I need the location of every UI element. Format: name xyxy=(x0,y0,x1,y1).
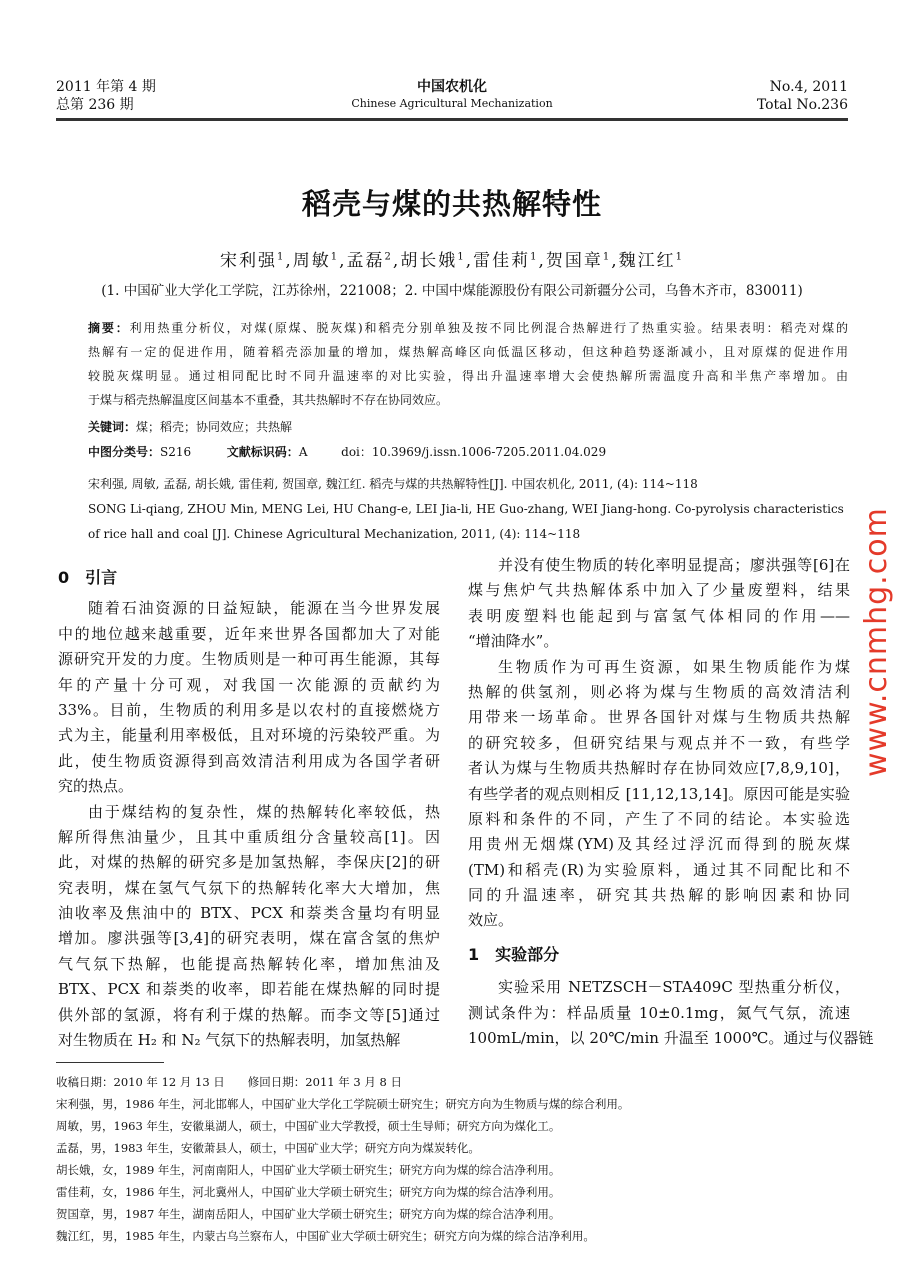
issue-info-en xyxy=(678,78,848,114)
author: 宋利强 xyxy=(219,251,277,271)
author-affiliation-mark: 1 xyxy=(330,251,340,263)
clc-value: S216 xyxy=(160,445,192,459)
body-line: 此，使生物质资源得到高效清洁利用成为各国学者研 xyxy=(58,751,440,770)
keywords xyxy=(88,418,292,435)
section-heading-introduction: 0 引言 xyxy=(58,568,118,587)
total-issue-number-en: Total No.236 xyxy=(756,97,848,113)
issue-info-cn xyxy=(56,78,226,114)
abstract-line xyxy=(88,316,848,340)
body-line: 表明废塑料也能起到与富氢气体相同的作用—— xyxy=(468,606,850,625)
journal-name-en: Chinese Agricultural Mechanization xyxy=(351,97,553,110)
keywords-value: 煤；稻壳；协同效应；共热解 xyxy=(136,420,293,434)
clc-label: 中图分类号： xyxy=(88,445,161,459)
author: 魏江红 xyxy=(618,251,676,271)
body-line: 效应。 xyxy=(468,911,514,930)
doi-value: 10.3969/j.issn.1006-7205.2011.04.029 xyxy=(371,445,607,459)
citation-line: of rice hall and coal [J]. Chinese Agricultural Mechanization, 2011, (4): 114~118 xyxy=(88,527,581,541)
body-line: BTX、PCX 和萘类的收率，即若能在煤热解的同时提 xyxy=(58,980,440,999)
issue-number-en: No.4, 2011 xyxy=(769,79,848,95)
author-bio: 周敏，男，1963 年生，安徽巢湖人，硕士，中国矿业大学教授，硕士生导师；研究方向为煤化工。 xyxy=(56,1119,561,1133)
citation-line: SONG Li-qiang, ZHOU Min, MENG Lei, HU Chang-e, LEI Jia-li, HE Guo-zhang, WEI Jiang-hong. Co-pyrolysis characteristics xyxy=(88,502,844,516)
section-heading-experiment: 1 实验部分 xyxy=(468,944,560,964)
abstract-label: 摘要： xyxy=(88,321,130,335)
doc-code-label: 文献标识码： xyxy=(226,445,299,459)
abstract xyxy=(88,316,848,412)
watermark: www.cnmhg.com xyxy=(859,507,894,777)
issue-number: 2011 年第 4 期 xyxy=(56,79,156,95)
body-line: 的研究较多，但研究结果与观点并不一致，有些学 xyxy=(468,733,850,752)
body-line: 中的地位越来越重要，近年来世界各国都加大了对能 xyxy=(58,624,440,643)
body-line: 生物质作为可再生资源，如果生物质能作为煤 xyxy=(498,657,850,676)
author-bio: 孟磊，男，1983 年生，安徽萧县人，硕士，中国矿业大学；研究方向为煤炭转化。 xyxy=(56,1141,480,1155)
doc-code-value: A xyxy=(298,445,308,459)
body-line: 对生物质在 H₂ 和 N₂ 气氛下的热解表明，加氢热解 xyxy=(58,1031,401,1050)
body-line: 式为主，能量利用率极低，且对环境的污染较严重。为 xyxy=(58,726,440,745)
author-affiliation-mark: 1 xyxy=(602,251,612,263)
body-line: 有些学者的观点则相反 [11,12,13,14]。原因可能是实验 xyxy=(468,784,850,803)
body-line: 随着石油资源的日益短缺，能源在当今世界发展 xyxy=(88,599,440,618)
body-line: 测试条件为：样品质量 10±0.1mg，氮气气氛，流速 xyxy=(468,1003,850,1022)
body-line: 供外部的氢源，将有利于煤的热解。而李文等[5]通过 xyxy=(58,1005,440,1024)
author: 胡长娥 xyxy=(400,251,458,271)
footnotes xyxy=(56,1071,629,1247)
author-bio: 贺国章，男，1987 年生，湖南岳阳人，中国矿业大学硕士研究生；研究方向为煤的综合洁净利用。 xyxy=(56,1207,561,1221)
affiliation: (1. 中国矿业大学化工学院，江苏徐州，221008；2. 中国中煤能源股份有限公司新疆分公司，乌鲁木齐市，830011) xyxy=(101,283,803,299)
body-line: 增加。廖洪强等[3,4]的研究表明，煤在富含氢的焦炉 xyxy=(58,929,440,948)
citation xyxy=(88,472,848,547)
body-line: “增油降水”。 xyxy=(468,632,559,651)
body-line: 气气氛下热解，也能提高热解转化率，增加焦油及 xyxy=(58,954,440,973)
abstract-text: 较脱灰煤明显。通过相同配比时不同升温速率的对比实验，得出升温速率增大会使热解所需温度升高和半焦产率增加。由 xyxy=(88,369,848,383)
body-line: 同的升温速率，研究其共热解的影响因素和协同 xyxy=(468,886,850,905)
body-line: 用贵州无烟煤(YM)及其经过浮沉而得到的脱灰煤 xyxy=(468,835,850,854)
abstract-line xyxy=(88,388,848,412)
body-line: 煤与焦炉气共热解体系中加入了少量废塑料，结果 xyxy=(468,581,850,600)
author-affiliation-mark: 1 xyxy=(530,251,539,263)
total-issue-number: 总第 236 期 xyxy=(56,97,134,113)
author-bio: 魏江红，男，1985 年生，内蒙古乌兰察布人，中国矿业大学硕士研究生；研究方向为煤的综合洁净利用。 xyxy=(56,1229,595,1243)
body-line: 解所得焦油量少，且其中重质组分含量较高[1]。因 xyxy=(58,827,440,846)
body-line: 源研究开发的力度。生物质则是一种可再生能源，其每 xyxy=(58,650,440,669)
paper-title: 稻壳与煤的共热解特性 xyxy=(301,187,602,221)
body-line: 究表明，煤在氢气气氛下的热解转化率大大增加，焦 xyxy=(58,878,440,897)
author: 贺国章 xyxy=(545,251,603,271)
footnote-rule xyxy=(56,1062,164,1063)
body-line: 油收率及焦油中的 BTX、PCX 和萘类含量均有明显 xyxy=(58,904,440,923)
citation-line: 宋利强, 周敏, 孟磊, 胡长娥, 雷佳莉, 贺国章, 魏江红. 稻壳与煤的共热解特性[J]. 中国农机化, 2011, (4): 114~118 xyxy=(88,477,698,491)
body-line: 并没有使生物质的转化率明显提高；廖洪强等[6]在 xyxy=(498,556,850,574)
right-column xyxy=(468,553,874,1051)
journal-name xyxy=(300,78,604,112)
author-affiliation-mark: 2 xyxy=(384,251,393,263)
body-line: 33%。目前，生物质的利用多是以农村的直接燃烧方 xyxy=(58,700,440,719)
body-line: 100mL/min，以 20℃/min 升温至 1000℃。通过与仪器链 xyxy=(468,1029,874,1048)
author-bio: 宋利强，男，1986 年生，河北邯郸人，中国矿业大学化工学院硕士研究生；研究方向为生物质与煤的综合利用。 xyxy=(56,1097,630,1111)
author-bio: 雷佳莉，女，1986 年生，河北冀州人，中国矿业大学硕士研究生；研究方向为煤的综合洁净利用。 xyxy=(56,1185,561,1199)
abstract-text: 于煤与稻壳热解温度区间基本不重叠，其共热解时不存在协同效应。 xyxy=(88,393,449,407)
journal-name-cn: 中国农机化 xyxy=(417,79,487,95)
body-line: 此，对煤的热解的研究多是加氢热解，李保庆[2]的研 xyxy=(58,853,440,872)
author-bio: 胡长娥，女，1989 年生，河南南阳人，中国矿业大学硕士研究生；研究方向为煤的综合洁净利用。 xyxy=(56,1163,561,1177)
author-affiliation-mark: 1 xyxy=(457,251,466,263)
body-line: 用带来一场革命。世界各国针对煤与生物质共热解 xyxy=(468,708,850,727)
abstract-line xyxy=(88,364,848,388)
body-line: 由于煤结构的复杂性，煤的热解转化率较低，热 xyxy=(88,802,440,821)
author: 雷佳莉 xyxy=(473,251,531,271)
author-affiliation-mark: 1 xyxy=(675,251,685,263)
abstract-line xyxy=(88,340,848,364)
received-date: 收稿日期：2010 年 12 月 13 日 修回日期：2011 年 3 月 8 日 xyxy=(56,1075,402,1089)
body-line: 究的热点。 xyxy=(58,777,134,796)
left-column xyxy=(58,565,440,1053)
body-line: 者认为煤与生物质共热解时存在协同效应[7,8,9,10]， xyxy=(468,759,850,778)
header-rule xyxy=(56,118,848,121)
doi-label: doi： xyxy=(341,445,372,459)
body-line: (TM)和稻壳(R)为实验原料，通过其不同配比和不 xyxy=(468,860,850,879)
author-list: 宋利强$^1$,周敏$^1$,孟磊$^2$,胡长娥$^1$,雷佳莉$^1$,贺国章$^1$,魏江红$^1$ xyxy=(219,251,685,271)
abstract-text: 利用热重分析仪，对煤(原煤、脱灰煤)和稻壳分别单独及按不同比例混合热解进行了热重实验。结果表明：稻壳对煤的 xyxy=(129,321,848,335)
author: 周敏 xyxy=(292,251,331,271)
classification xyxy=(88,443,606,460)
keywords-label: 关键词： xyxy=(88,420,137,434)
abstract-text: 热解有一定的促进作用，随着稻壳添加量的增加，煤热解高峰区向低温区移动，但这种趋势逐渐减小，且对原煤的促进作用 xyxy=(88,345,848,359)
author: 孟磊 xyxy=(346,251,385,271)
author-affiliation-mark: 1 xyxy=(276,251,286,263)
body-line: 年的产量十分可观，对我国一次能源的贡献约为 xyxy=(58,675,440,694)
body-line: 热解的供氢剂，则必将为煤与生物质的高效清洁利 xyxy=(468,682,850,701)
body-line: 原料和条件的不同，产生了不同的结论。本实验选 xyxy=(468,809,850,828)
body-line: 实验采用 NETZSCH－STA409C 型热重分析仪， xyxy=(498,978,850,997)
